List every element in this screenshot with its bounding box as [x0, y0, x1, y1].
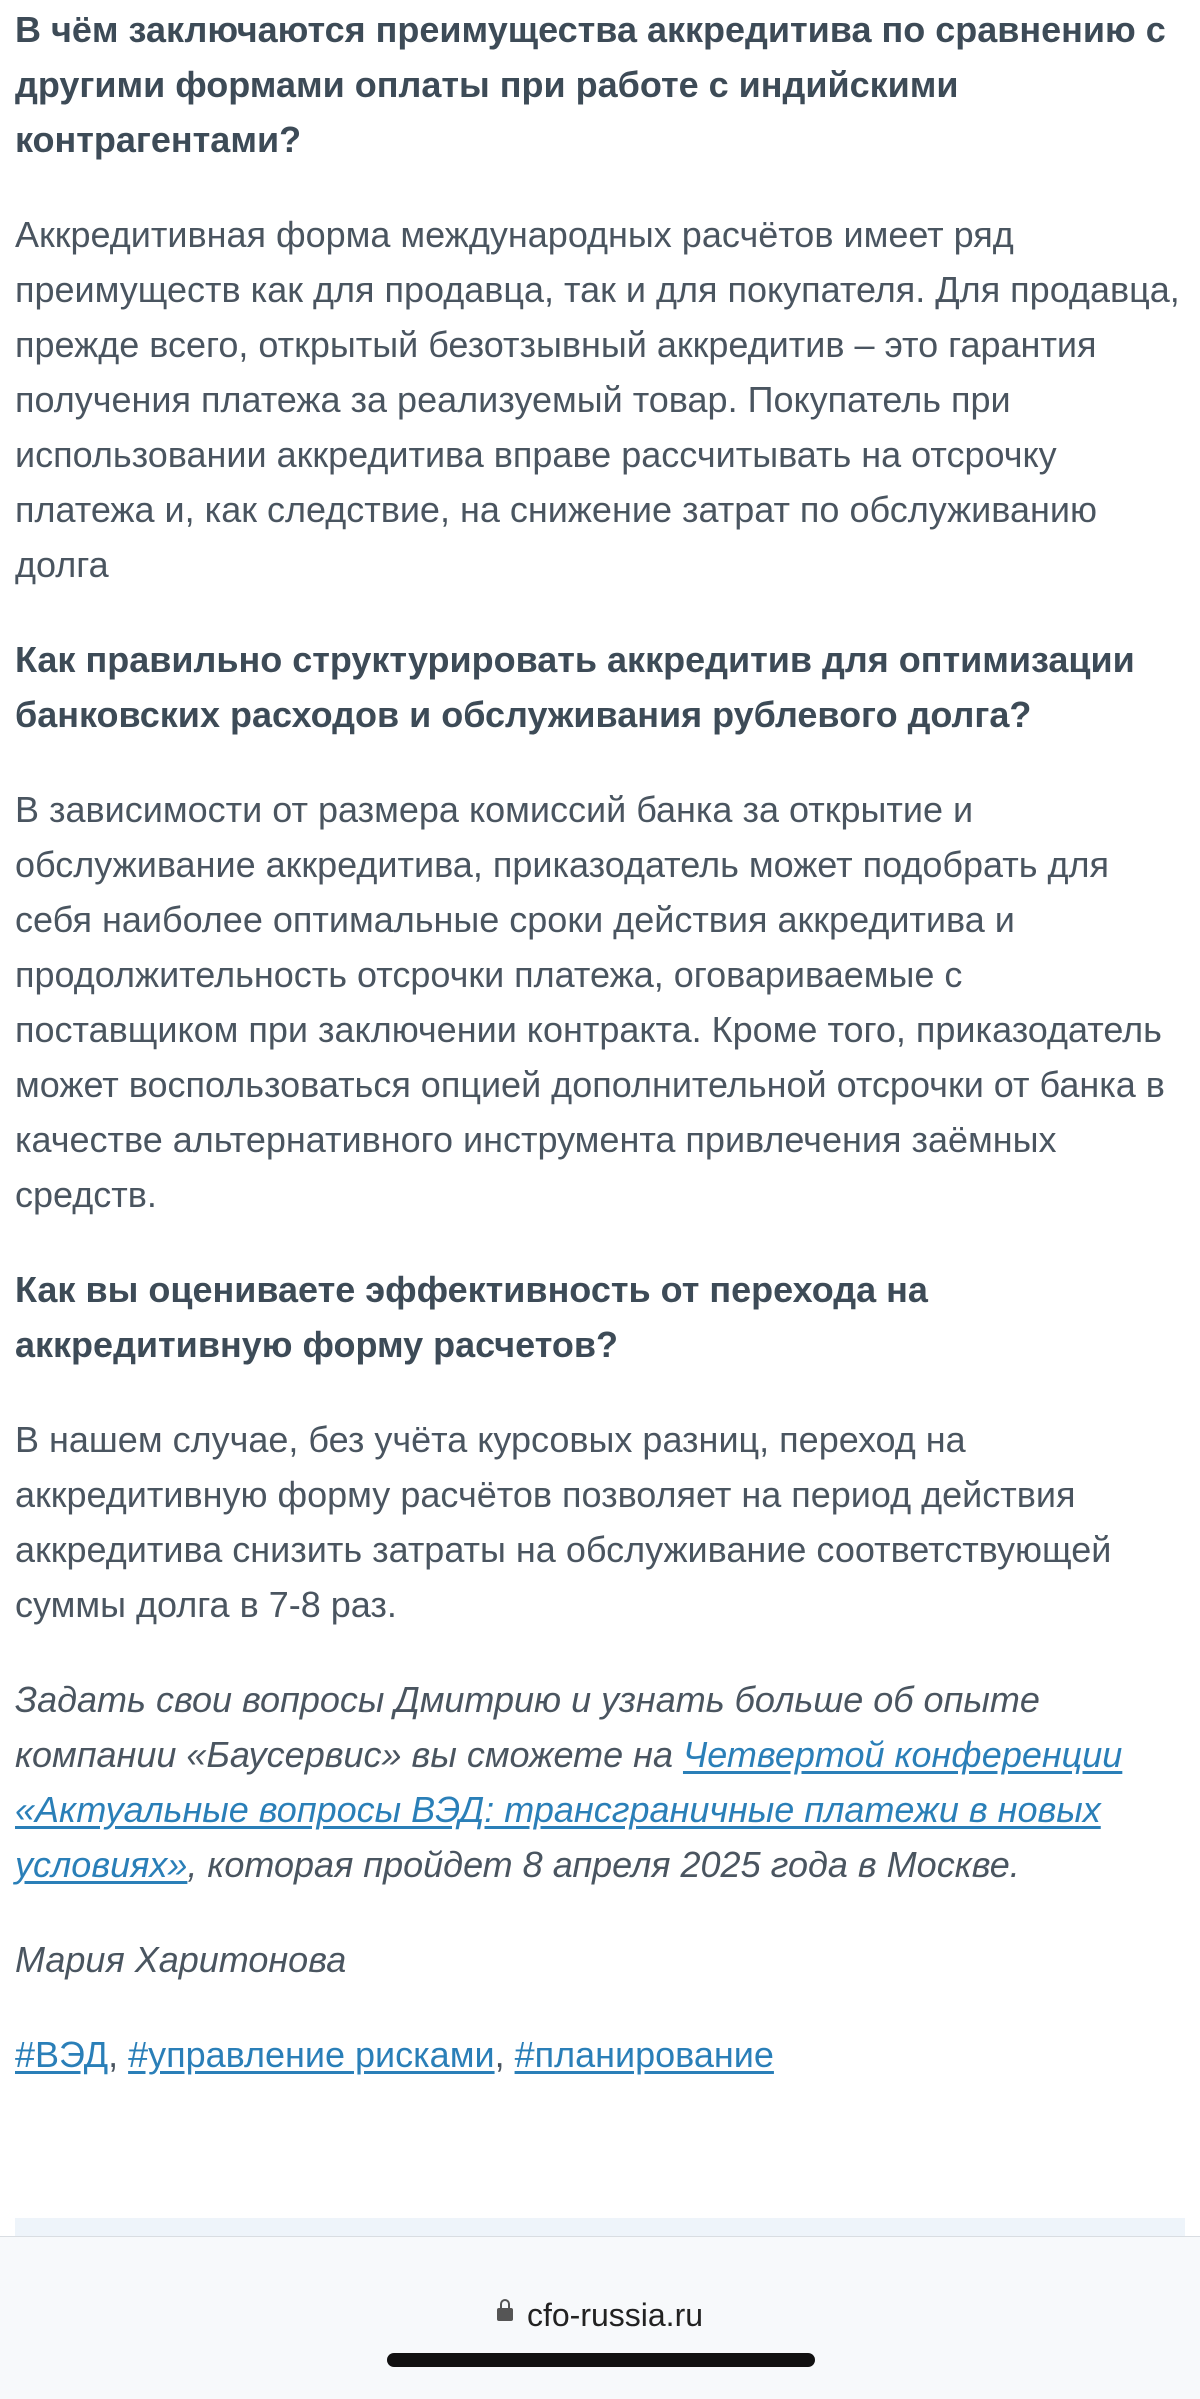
- tag-link-risk-management[interactable]: #управление рисками: [128, 2034, 495, 2075]
- next-block-edge: [15, 2218, 1185, 2238]
- answer-3: В нашем случае, без учёта курсовых разниц, переход на аккредитивную форму расчётов позволяет на период действия аккредитива снизить затраты на обслуживание соответствующей суммы долга в 7-8 раз.: [15, 1419, 1112, 1625]
- home-indicator[interactable]: [387, 2353, 815, 2367]
- invite-text-after: , которая пройдет 8 апреля 2025 года в Москве.: [187, 1844, 1020, 1885]
- tag-list: [15, 2027, 1185, 2082]
- browser-address-bar[interactable]: [0, 2236, 1200, 2399]
- tag-link-planning[interactable]: #планирование: [514, 2034, 774, 2075]
- conference-invite: [15, 1672, 1185, 1892]
- invite-text-before: Задать свои вопросы Дмитрию и узнать больше об опыте компании «Баусервис» вы сможете на: [15, 1679, 1040, 1775]
- question-3: Как вы оцениваете эффективность от перехода на аккредитивную форму расчетов?: [15, 1269, 928, 1365]
- conference-link[interactable]: Четвертой конференции «Актуальные вопросы ВЭД: трансграничные платежи в новых условиях»: [15, 1734, 1123, 1885]
- tag-separator: ,: [108, 2034, 129, 2075]
- article-body: [15, 0, 1185, 2082]
- url-text: cfo-russia.ru: [526, 2297, 704, 2333]
- address-display[interactable]: [0, 2297, 1200, 2334]
- author-name: Мария Харитонова: [15, 1939, 347, 1980]
- question-2: Как правильно структурировать аккредитив для оптимизации банковских расходов и обслуживания рублевого долга?: [15, 639, 1135, 735]
- tag-link-ved[interactable]: #ВЭД: [15, 2034, 109, 2075]
- answer-1: Аккредитивная форма международных расчётов имеет ряд преимуществ как для продавца, так и для покупателя. Для продавца, прежде всего, открытый безотзывный аккредитив – это гарантия получения платежа за реализуемый товар. Покупатель при использовании аккредитива вправе рассчитывать на отсрочку платежа и, как следствие, на снижение затрат по обслуживанию долга: [15, 214, 1180, 585]
- tag-separator: ,: [494, 2034, 515, 2075]
- lock-icon: [497, 2308, 513, 2321]
- answer-2: В зависимости от размера комиссий банка за открытие и обслуживание аккредитива, приказодатель может подобрать для себя наиболее оптимальные сроки действия аккредитива и продолжительность отсрочки платежа, оговариваемые с поставщиком при заключении контракта. Кроме того, приказодатель может воспользоваться опцией дополнительной отсрочки от банка в качестве альтернативного инструмента привлечения заёмных средств.: [15, 789, 1165, 1215]
- question-1: В чём заключаются преимущества аккредитива по сравнению с другими формами оплаты при работе с индийскими контрагентами?: [15, 9, 1166, 160]
